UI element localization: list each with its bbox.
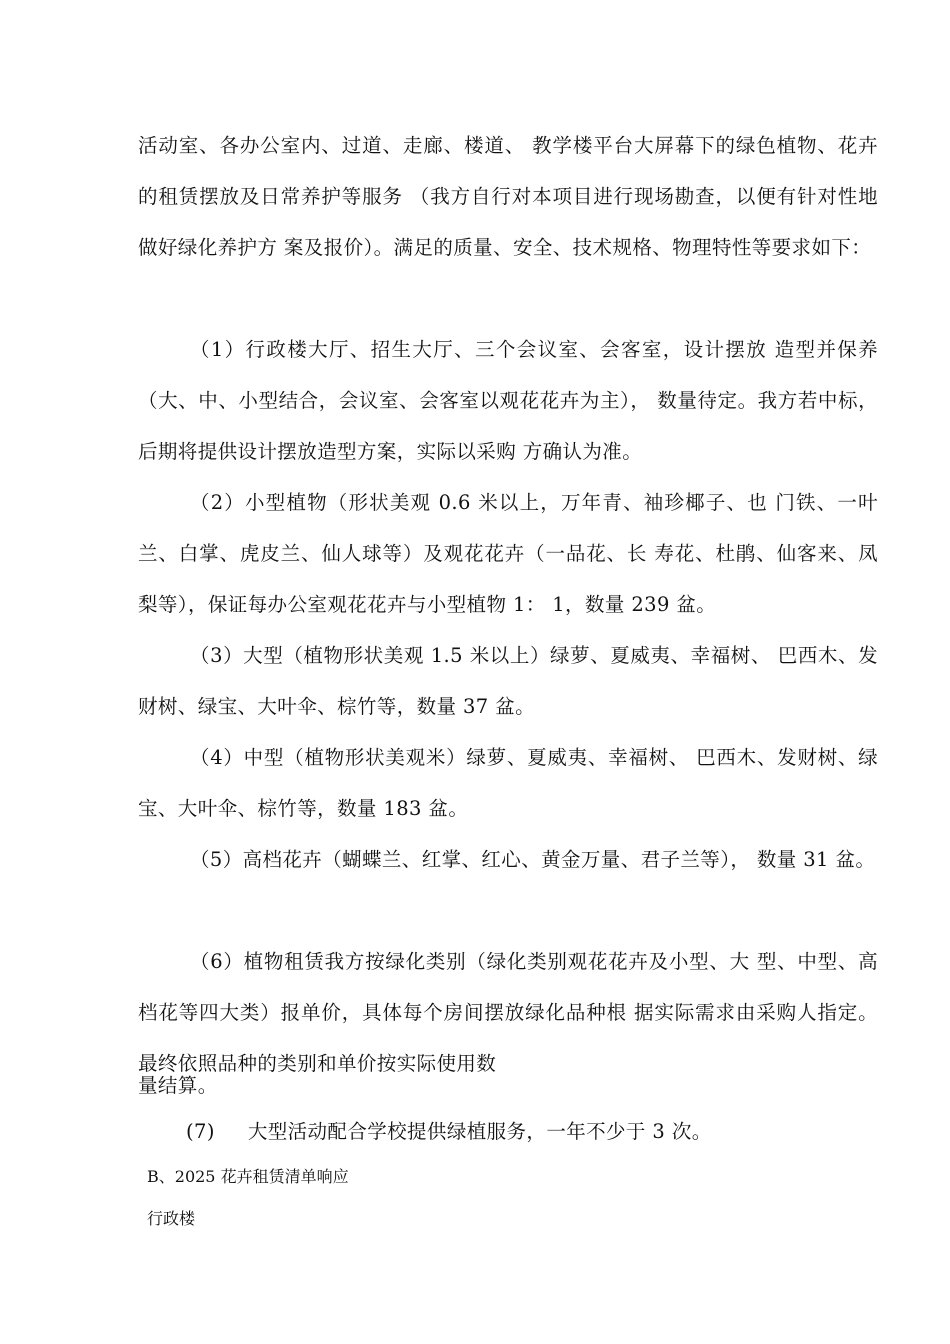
requirement-item-6: （6）植物租赁我方按绿化类别（绿化类别观花花卉及小型、大 型、中型、高档花等四大类）报单价，具体每个房间摆放绿化品种根 据实际需求由采购人指定。最终依照品种的类别和单价按实际使用数 <box>138 950 878 1075</box>
requirement-item-1: （1）行政楼大厅、招生大厅、三个会议室、会客室，设计摆放 造型并保养（大、中、小型结合，会议室、会客室以观花花卉为主）， 数量待定。我方若中标，后期将提供设计摆放造型方案，实际以采购 方确认为准。 <box>138 338 878 463</box>
requirement-item-7: (7) 大型活动配合学校提供绿植服务，一年不少于 3 次。 <box>186 1120 712 1143</box>
requirement-item-3: （3）大型（植物形状美观 1.5 米以上）绿萝、夏威夷、幸福树、 巴西木、发财树、绿宝、大叶伞、棕竹等，数量 37 盆。 <box>138 644 878 718</box>
section-subheading: 行政楼 <box>147 1209 196 1228</box>
requirement-item-2: （2）小型植物（形状美观 0.6 米以上，万年青、袖珍椰子、也 门铁、一叶兰、白掌、虎皮兰、仙人球等）及观花花卉（一品花、长 寿花、杜鹃、仙客来、凤梨等），保证每办公室观花花卉与小型植物 1： 1，数量 239 盆。 <box>138 491 878 616</box>
requirement-item-4: （4）中型（植物形状美观米）绿萝、夏威夷、幸福树、 巴西木、发财树、绿宝、大叶伞、棕竹等，数量 183 盆。 <box>138 746 878 820</box>
requirement-item-6-tail: 量结算。 <box>138 1074 218 1097</box>
requirement-item-5: （5）高档花卉（蝴蝶兰、红掌、红心、黄金万量、君子兰等）， 数量 31 盆。 <box>190 848 876 871</box>
section-heading: B、2025 花卉租赁清单响应 <box>147 1167 349 1186</box>
intro-paragraph: 活动室、各办公室内、过道、走廊、楼道、 教学楼平台大屏幕下的绿色植物、花卉的租赁摆放及日常养护等服务 （我方自行对本项目进行现场勘查，以便有针对性地做好绿化养护方 案及报价）。满足的质量、安全、技术规格、物理特性等要求如下： <box>138 134 878 259</box>
